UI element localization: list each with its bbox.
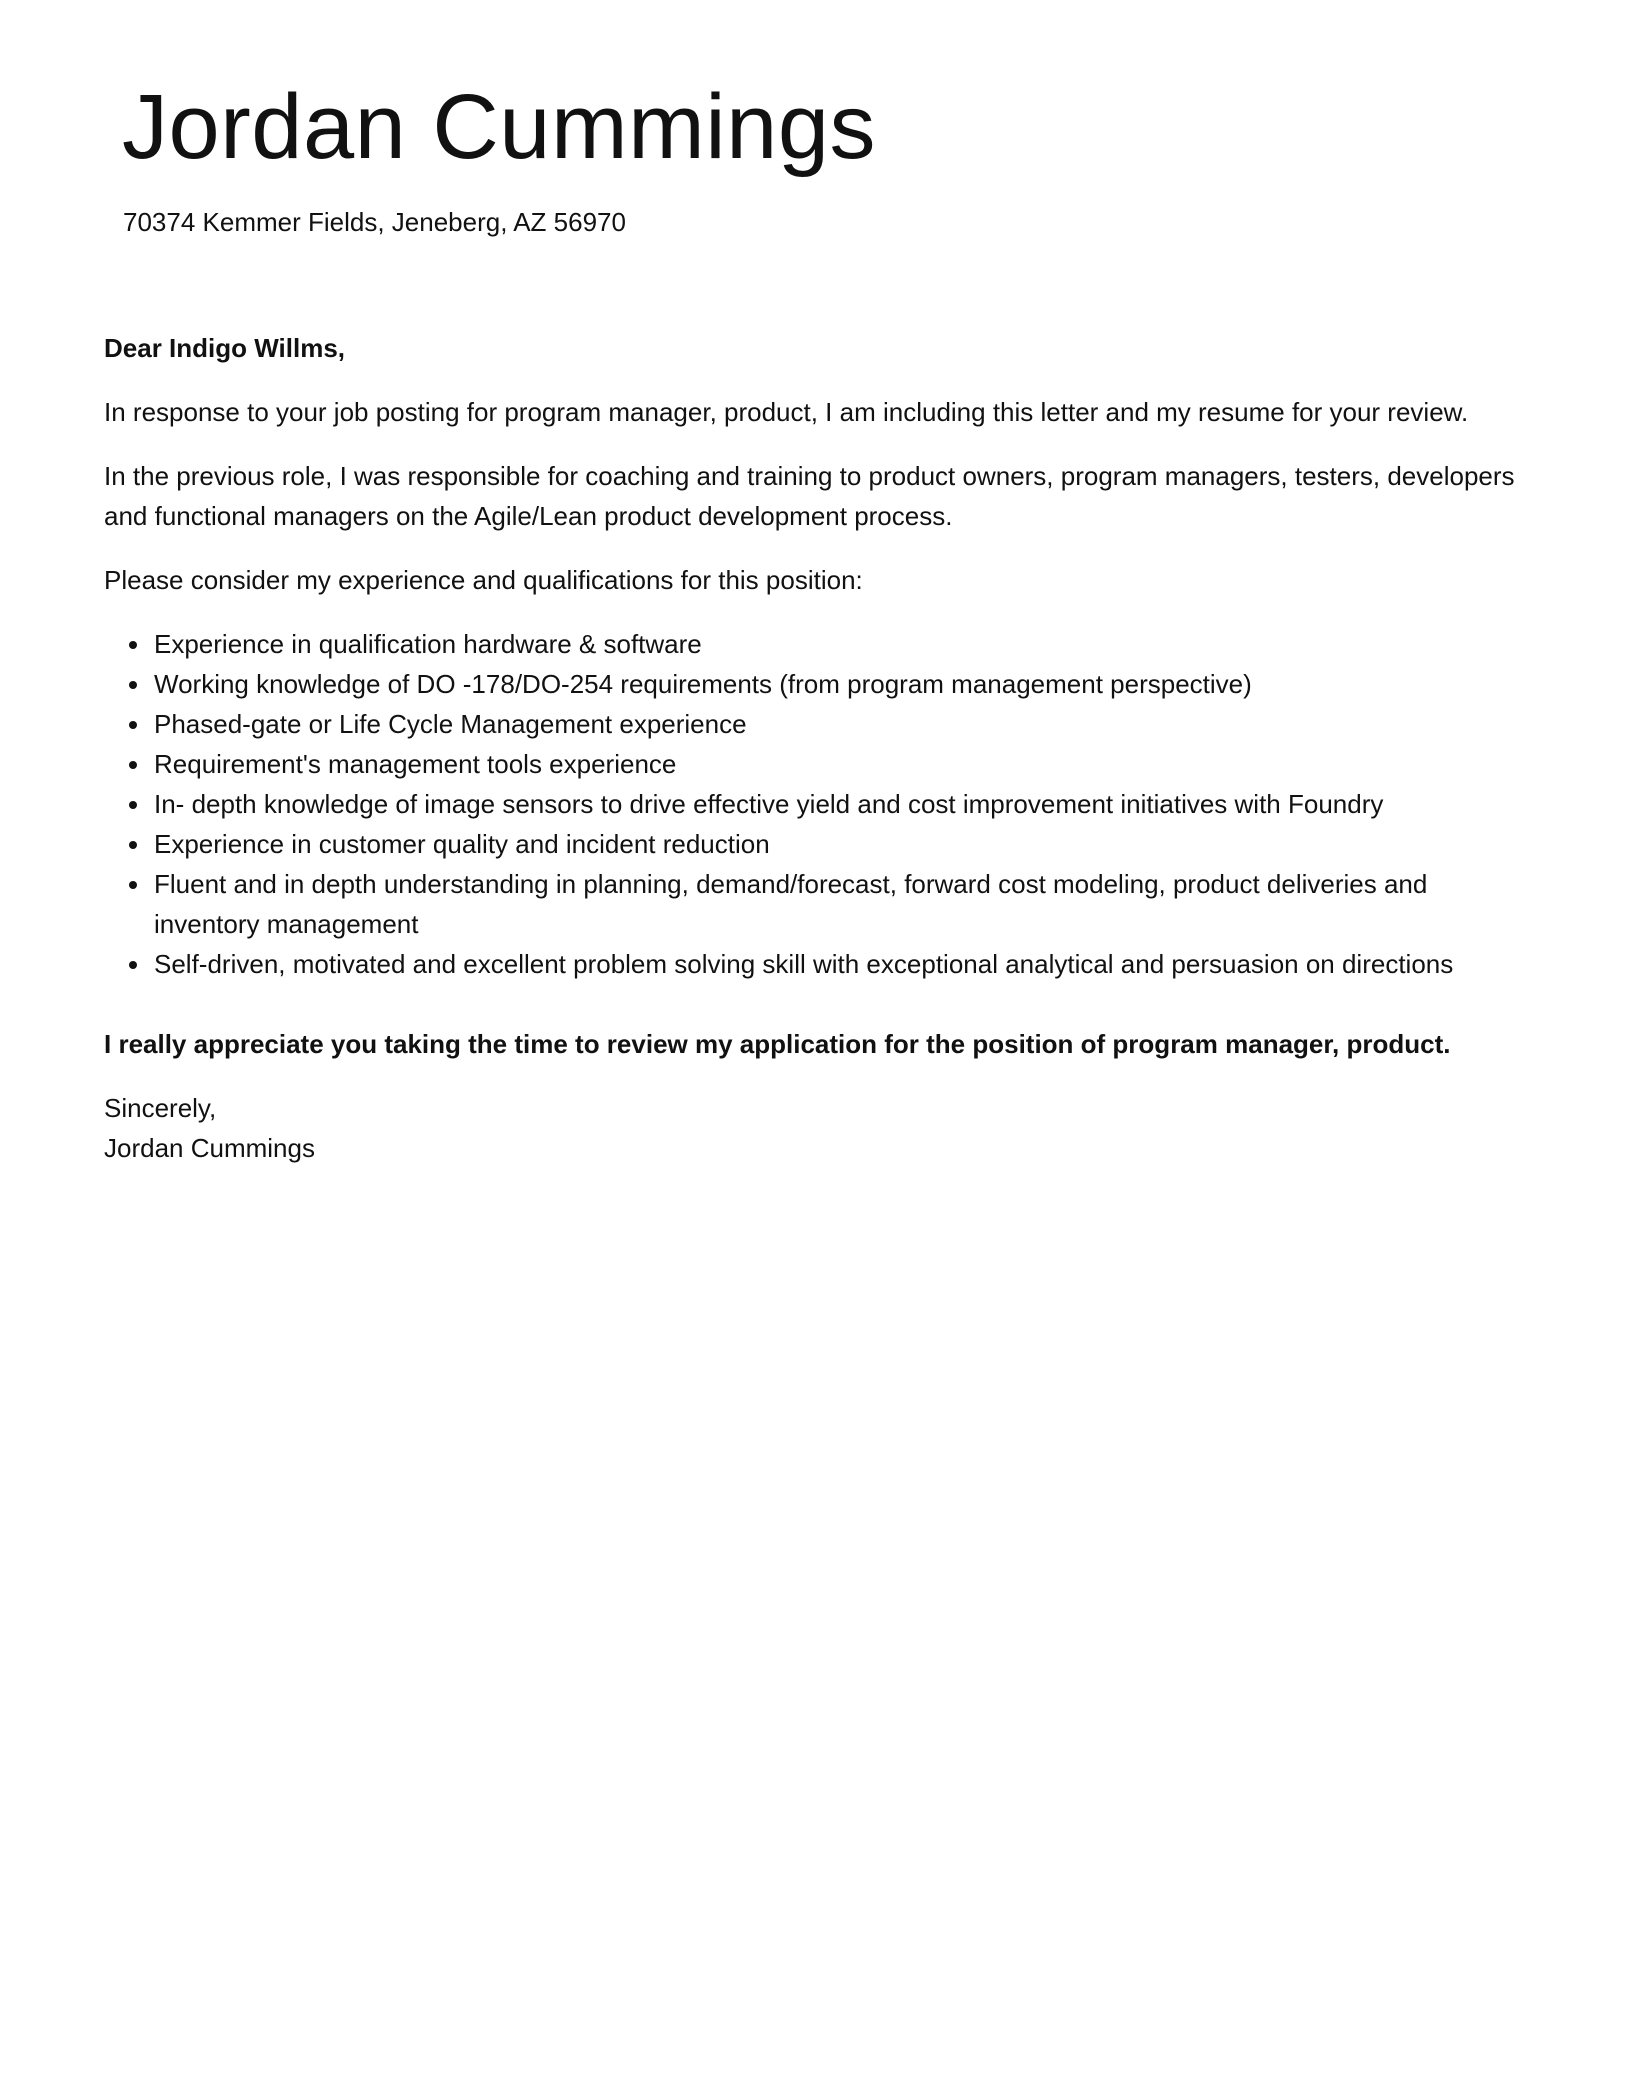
qualification-item: • Requirement's management tools experience <box>152 744 1524 784</box>
signoff: Sincerely, <box>104 1093 217 1123</box>
intro-paragraph: In response to your job posting for program manager, product, I am including this letter and my resume for your review. <box>104 397 1469 427</box>
qualification-item: • Phased-gate or Life Cycle Management experience <box>152 704 1524 744</box>
closing-paragraph: I really appreciate you taking the time to review my application for the position of program manager, product. <box>104 1029 1451 1059</box>
applicant-name: Jordan Cummings <box>122 76 877 178</box>
signature: Jordan Cummings <box>104 1133 315 1163</box>
qualification-item: • Working knowledge of DO -178/DO-254 requirements (from program management perspective) <box>152 664 1524 704</box>
qualification-item: • Self-driven, motivated and excellent problem solving skill with exceptional analytical and persuasion on directions <box>152 944 1524 984</box>
salutation: Dear Indigo Willms, <box>104 333 346 363</box>
experience-paragraph: In the previous role, I was responsible for coaching and training to product owners, program managers, testers, developers and functional managers on the Agile/Lean product development process. <box>104 461 1515 531</box>
qualification-item: • In- depth knowledge of image sensors to drive effective yield and cost improvement initiatives with Foundry <box>152 784 1524 824</box>
qualification-item: • Fluent and in depth understanding in planning, demand/forecast, forward cost modeling, product deliveries and inventory management <box>152 864 1524 944</box>
qualifications-list <box>104 624 1524 984</box>
applicant-address: 70374 Kemmer Fields, Jeneberg, AZ 56970 <box>123 207 626 237</box>
qualification-item: • Experience in qualification hardware & software <box>152 624 1524 664</box>
qualification-item: • Experience in customer quality and incident reduction <box>152 824 1524 864</box>
signoff-block <box>104 1088 1524 1168</box>
qualifications-intro: Please consider my experience and qualifications for this position: <box>104 565 863 595</box>
letter-body <box>104 328 1524 1192</box>
